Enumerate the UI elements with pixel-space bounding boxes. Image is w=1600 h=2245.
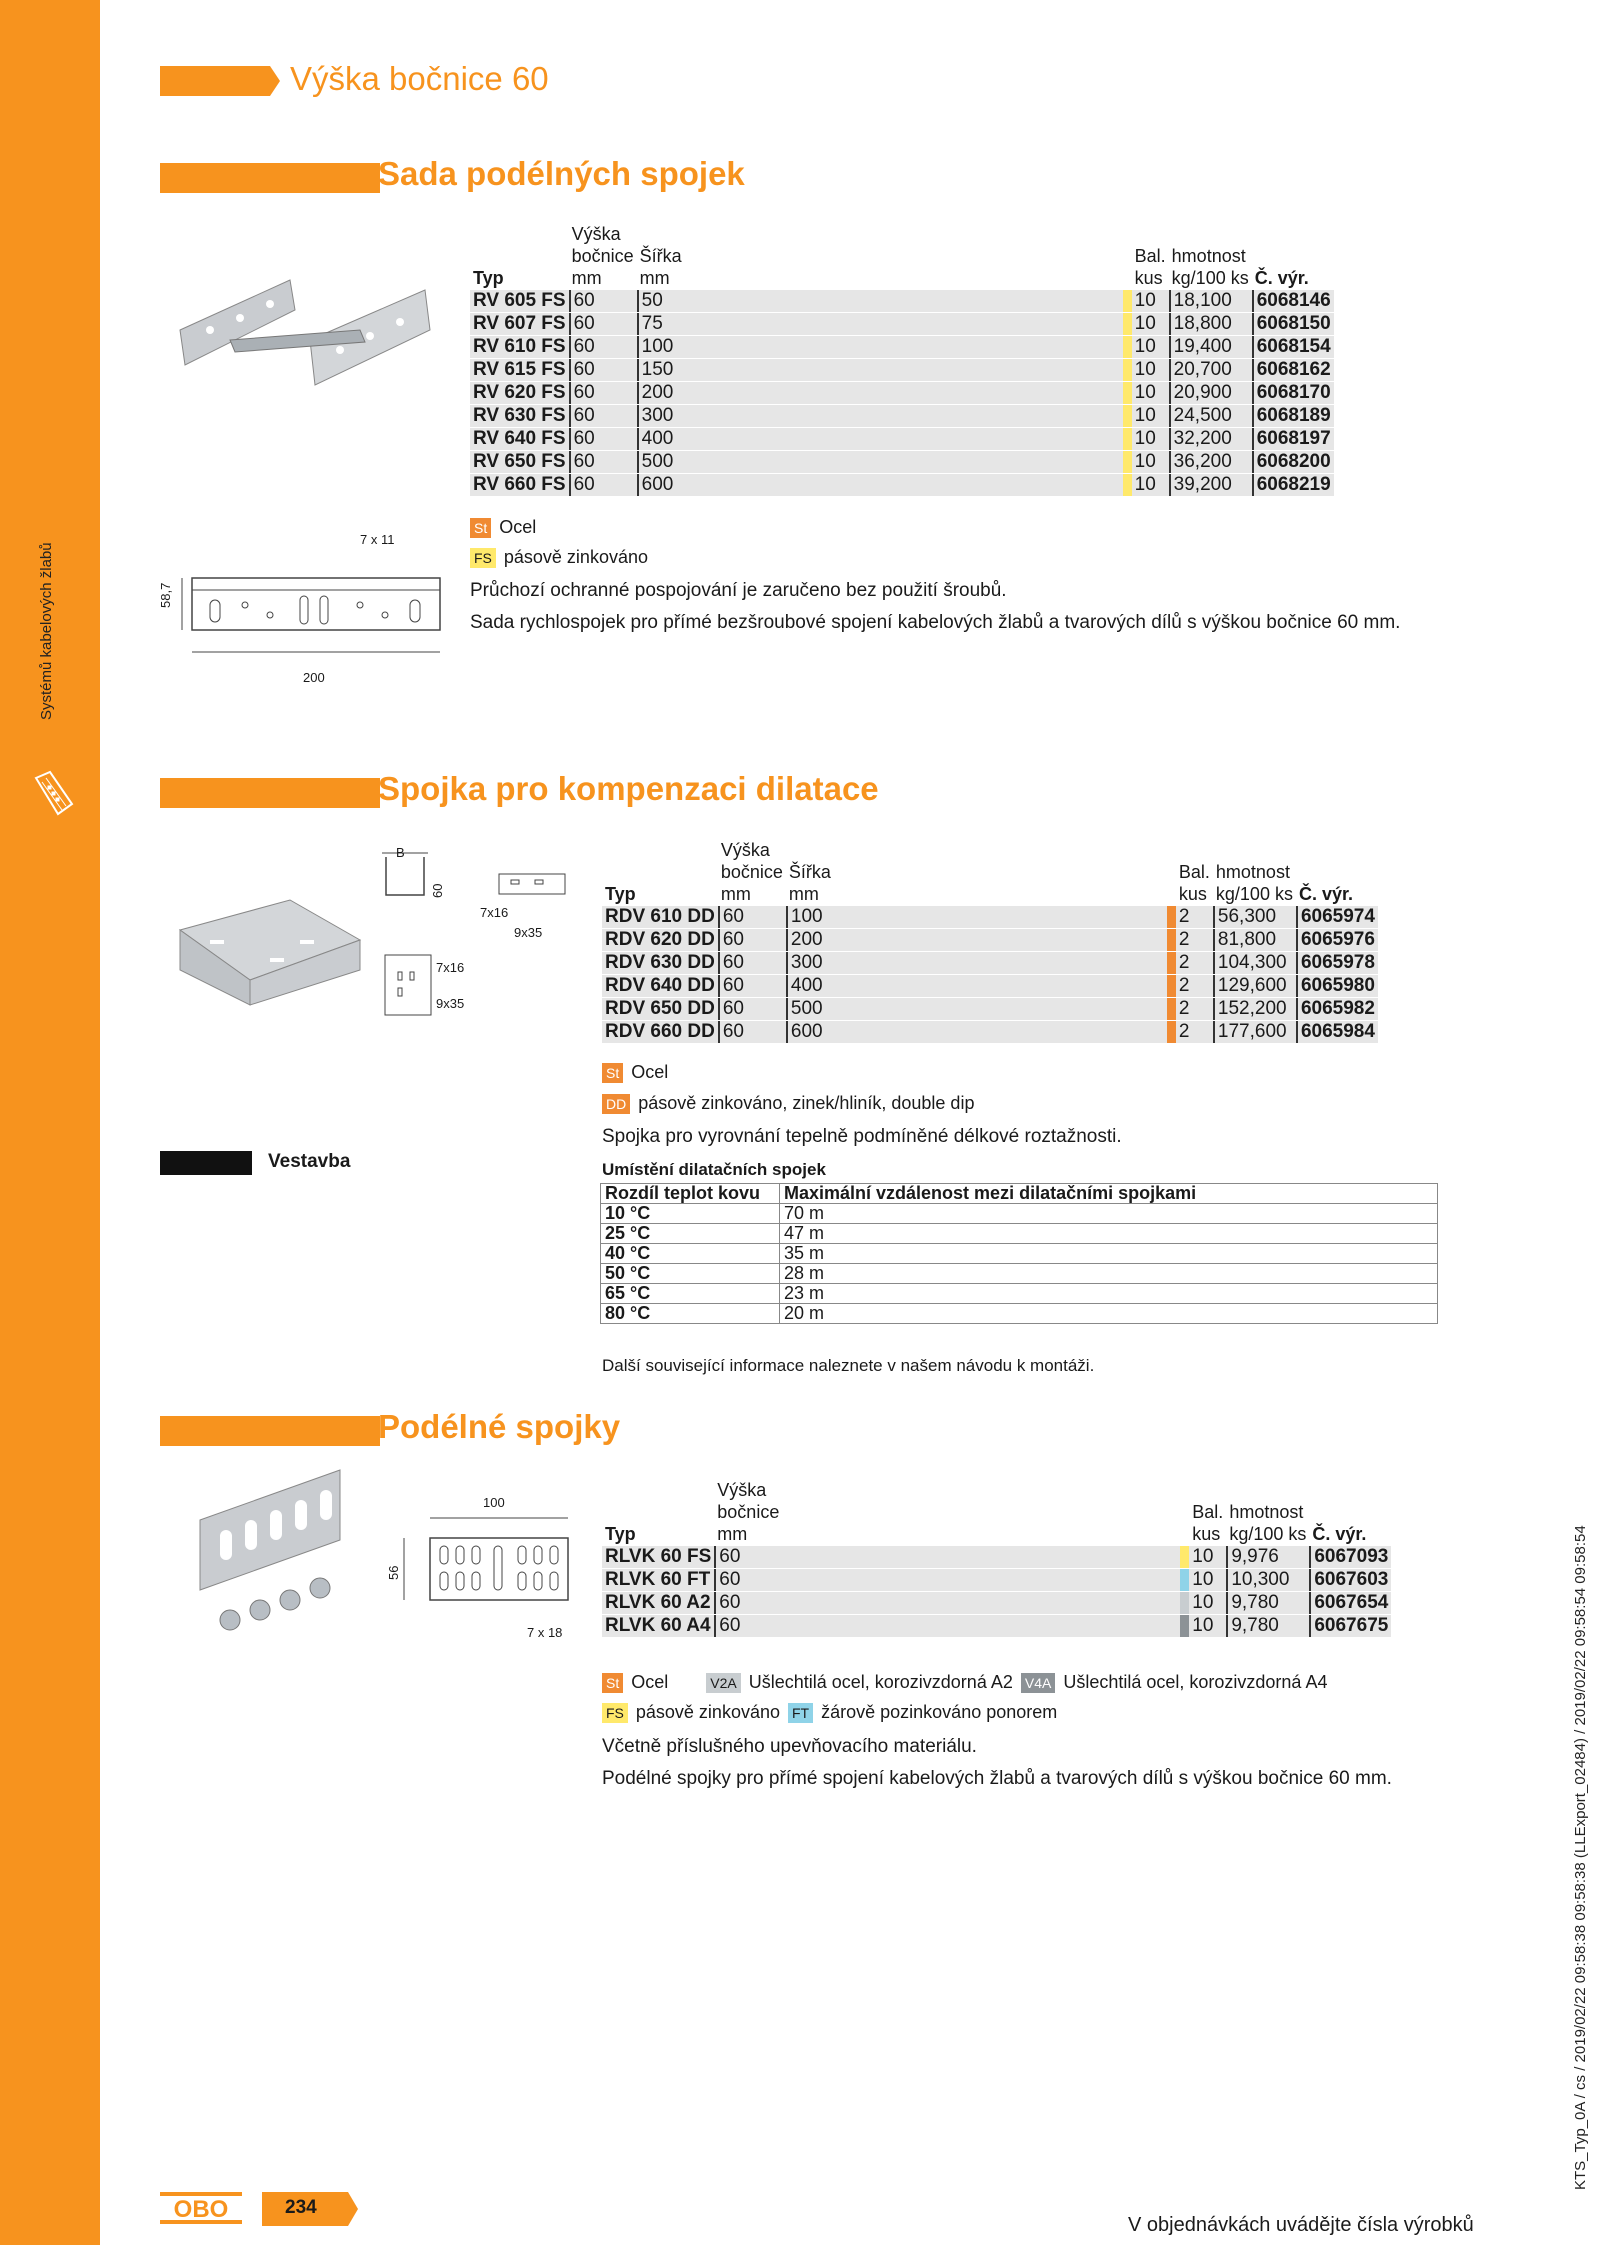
- cell-article: 6065982: [1296, 998, 1378, 1020]
- cell-height: 60: [718, 952, 786, 974]
- material-marker: [1123, 382, 1132, 404]
- side-strip-drawing: [495, 870, 570, 900]
- dilatation-note: Další související informace naleznete v našem návodu k montáži.: [602, 1356, 1095, 1375]
- connector-drawing: [170, 560, 450, 670]
- page-title: Výška bočnice 60: [290, 60, 549, 97]
- table-row: [601, 1244, 1438, 1264]
- section-bar: [160, 1416, 380, 1446]
- cell-height: 60: [714, 1615, 1180, 1637]
- cell-width: 150: [637, 359, 1123, 381]
- note-expansion: Spojka pro vyrovnání tepelně podmíněné délkové roztažnosti.: [602, 1126, 1122, 1147]
- header-arrow-icon: [160, 66, 280, 96]
- col-pack: Bal. kus: [1134, 246, 1166, 288]
- material-marker: [1123, 290, 1132, 312]
- table-row: [602, 1021, 1378, 1043]
- cell-article: 6068146: [1252, 290, 1334, 312]
- cell-width: 600: [786, 1021, 1167, 1043]
- cell-pack: 2: [1176, 998, 1213, 1020]
- cell-width: 400: [786, 975, 1167, 997]
- cell-typ: RV 620 FS: [470, 382, 569, 404]
- cell-weight: 9,780: [1226, 1615, 1309, 1637]
- cell-temperature: 50 °C: [601, 1264, 780, 1284]
- cell-typ: RLVK 60 A4: [602, 1615, 714, 1637]
- cell-typ: RV 650 FS: [470, 451, 569, 473]
- material-row-2: [602, 1702, 1057, 1723]
- cell-article: 6067093: [1309, 1546, 1391, 1568]
- col-weight: hmotnost kg/100 ks: [1171, 246, 1249, 288]
- col-typ: Typ: [473, 268, 504, 288]
- table-row: [602, 952, 1378, 974]
- cell-weight: 20,700: [1169, 359, 1252, 381]
- cell-typ: RDV 620 DD: [602, 929, 718, 951]
- material-st-label: Ocel: [499, 517, 537, 537]
- vestavba-label: Vestavba: [268, 1151, 351, 1172]
- splice-plate-image: [170, 1460, 350, 1660]
- col-height: Výška bočnice mm: [717, 1480, 780, 1544]
- cell-width: 600: [637, 474, 1123, 496]
- cable-tray-icon: [32, 770, 76, 818]
- material-dd-row: [602, 1093, 974, 1114]
- material-fs-label: pásově zinkováno: [503, 547, 648, 567]
- cell-weight: 18,800: [1169, 313, 1252, 335]
- section-bar: [160, 163, 380, 193]
- col-width: Šířka mm: [788, 862, 831, 904]
- cell-width: 300: [637, 405, 1123, 427]
- col-article: Č. výr.: [1312, 1524, 1367, 1544]
- cell-typ: RDV 660 DD: [602, 1021, 718, 1043]
- cell-article: 6065974: [1296, 906, 1378, 928]
- cell-width: 100: [637, 336, 1123, 358]
- material-marker: [1167, 952, 1176, 974]
- material-marker: [1167, 975, 1176, 997]
- cell-typ: RDV 630 DD: [602, 952, 718, 974]
- expansion-connector-image: [170, 880, 370, 1010]
- col-article: Č. výr.: [1254, 268, 1309, 288]
- dim-width-label: 200: [303, 670, 325, 685]
- cell-typ: RLVK 60 A2: [602, 1592, 714, 1614]
- table-row: [602, 1592, 1391, 1614]
- cell-width: 300: [786, 952, 1167, 974]
- cell-temperature: 40 °C: [601, 1244, 780, 1264]
- cell-height: 60: [569, 290, 637, 312]
- material-fs-row: [470, 547, 648, 568]
- cell-article: 6065978: [1296, 952, 1378, 974]
- cell-typ: RLVK 60 FT: [602, 1569, 714, 1591]
- table-row: [602, 1546, 1391, 1568]
- cell-weight: 177,600: [1213, 1021, 1296, 1043]
- cell-pack: 10: [1189, 1615, 1226, 1637]
- cell-temperature: 65 °C: [601, 1284, 780, 1304]
- sidebar: [0, 0, 100, 2245]
- dim-plate-height: 56: [386, 1565, 401, 1580]
- dilatation-table: [600, 1183, 1438, 1324]
- table-row: [470, 428, 1334, 450]
- cell-pack: 10: [1132, 474, 1169, 496]
- material-marker: [1123, 359, 1132, 381]
- cell-typ: RDV 640 DD: [602, 975, 718, 997]
- cell-weight: 129,600: [1213, 975, 1296, 997]
- cell-distance: 28 m: [780, 1264, 1438, 1284]
- vestavba-bar: [160, 1151, 252, 1175]
- cell-weight: 39,200: [1169, 474, 1252, 496]
- cell-distance: 70 m: [780, 1204, 1438, 1224]
- cell-pack: 2: [1176, 929, 1213, 951]
- cell-article: 6067603: [1309, 1569, 1391, 1591]
- cell-pack: 2: [1176, 975, 1213, 997]
- cell-pack: 10: [1132, 428, 1169, 450]
- material-marker: [1123, 405, 1132, 427]
- material-row-1: [602, 1672, 1327, 1693]
- col-height: Výška bočnice mm: [720, 840, 783, 904]
- cell-pack: 10: [1132, 336, 1169, 358]
- st-badge: St: [602, 1673, 623, 1693]
- material-fs-label: pásově zinkováno: [635, 1702, 780, 1722]
- cell-weight: 10,300: [1226, 1569, 1309, 1591]
- material-dd-label: pásově zinkováno, zinek/hliník, double dip: [638, 1093, 975, 1113]
- material-marker: [1167, 929, 1176, 951]
- cell-height: 60: [569, 382, 637, 404]
- cell-article: 6068154: [1252, 336, 1334, 358]
- cell-height: 60: [718, 906, 786, 928]
- col-width: Šířka mm: [639, 246, 682, 288]
- cell-weight: 20,900: [1169, 382, 1252, 404]
- cell-temperature: 25 °C: [601, 1224, 780, 1244]
- dil-head-left: Rozdíl teplot kovu: [601, 1184, 780, 1204]
- cell-width: 200: [786, 929, 1167, 951]
- cell-distance: 23 m: [780, 1284, 1438, 1304]
- table-row: [470, 359, 1334, 381]
- material-marker: [1180, 1569, 1189, 1591]
- product-table-1: [470, 222, 1334, 497]
- cell-article: 6068197: [1252, 428, 1334, 450]
- cell-pack: 10: [1189, 1569, 1226, 1591]
- v2a-badge: V2A: [706, 1673, 740, 1693]
- dd-badge: DD: [602, 1094, 630, 1114]
- dim-h-label: 60: [430, 883, 445, 898]
- dil-head-right: Maximální vzdálenost mezi dilatačními spojkami: [780, 1184, 1438, 1204]
- cell-typ: RV 615 FS: [470, 359, 569, 381]
- dim-b2-label: 9x35: [514, 925, 543, 940]
- table-row: [470, 313, 1334, 335]
- table-row: [470, 290, 1334, 312]
- cell-article: 6067654: [1309, 1592, 1391, 1614]
- cell-height: 60: [569, 428, 637, 450]
- section-title-3: Podélné spojky: [378, 1408, 621, 1445]
- dim-a-label: 7x16: [480, 905, 509, 920]
- cell-article: 6068219: [1252, 474, 1334, 496]
- cell-height: 60: [718, 929, 786, 951]
- cell-pack: 10: [1132, 451, 1169, 473]
- cell-distance: 35 m: [780, 1244, 1438, 1264]
- col-typ: Typ: [605, 884, 636, 904]
- cell-pack: 2: [1176, 906, 1213, 928]
- side-panel-drawing: [380, 950, 440, 1020]
- col-article: Č. výr.: [1298, 884, 1353, 904]
- fs-badge: FS: [470, 548, 496, 568]
- cell-height: 60: [718, 975, 786, 997]
- cell-height: 60: [714, 1569, 1180, 1591]
- cell-height: 60: [569, 451, 637, 473]
- cell-width: 500: [637, 451, 1123, 473]
- material-st-row: [602, 1062, 668, 1083]
- material-v4a-label: Ušlechtilá ocel, korozivzdorná A4: [1063, 1672, 1328, 1692]
- cell-height: 60: [714, 1546, 1180, 1568]
- cell-weight: 81,800: [1213, 929, 1296, 951]
- table-row: [602, 975, 1378, 997]
- cell-typ: RDV 650 DD: [602, 998, 718, 1020]
- note-2: Sada rychlospojek pro přímé bezšroubové spojení kabelových žlabů a tvarových dílů s výškou bočnice 60 mm.: [470, 612, 1401, 633]
- obo-logo: [160, 2192, 242, 2224]
- cell-height: 60: [569, 336, 637, 358]
- cell-weight: 18,100: [1169, 290, 1252, 312]
- note-splice: Podélné spojky pro přímé spojení kabelových žlabů a tvarových dílů s výškou bočnice 60 mm.: [602, 1768, 1392, 1789]
- dim-b-label: B: [396, 845, 405, 860]
- material-st-row: [470, 517, 536, 538]
- cell-pack: 10: [1132, 359, 1169, 381]
- cell-article: 6068170: [1252, 382, 1334, 404]
- cell-height: 60: [569, 405, 637, 427]
- profile-drawing: [380, 845, 460, 905]
- product-table-2: [602, 838, 1378, 1044]
- cell-width: 75: [637, 313, 1123, 335]
- cell-pack: 2: [1176, 1021, 1213, 1043]
- material-marker: [1180, 1592, 1189, 1614]
- cell-pack: 10: [1189, 1546, 1226, 1568]
- cell-typ: RV 607 FS: [470, 313, 569, 335]
- material-ft-label: žárově pozinkováno ponorem: [821, 1702, 1058, 1722]
- material-marker: [1123, 313, 1132, 335]
- cell-weight: 32,200: [1169, 428, 1252, 450]
- table-row: [470, 474, 1334, 496]
- material-v2a-label: Ušlechtilá ocel, korozivzdorná A2: [748, 1672, 1013, 1692]
- cell-typ: RLVK 60 FS: [602, 1546, 714, 1568]
- cell-width: 200: [637, 382, 1123, 404]
- cell-width: 400: [637, 428, 1123, 450]
- cell-article: 6065984: [1296, 1021, 1378, 1043]
- section-bar: [160, 778, 380, 808]
- cell-width: 100: [786, 906, 1167, 928]
- cell-temperature: 80 °C: [601, 1304, 780, 1324]
- material-marker: [1123, 428, 1132, 450]
- dim-plate-width: 100: [483, 1495, 505, 1510]
- cell-article: 6068189: [1252, 405, 1334, 427]
- table-row: [470, 336, 1334, 358]
- cell-height: 60: [569, 359, 637, 381]
- table-row: [602, 1569, 1391, 1591]
- cell-typ: RV 610 FS: [470, 336, 569, 358]
- cell-distance: 47 m: [780, 1224, 1438, 1244]
- cell-typ: RDV 610 DD: [602, 906, 718, 928]
- material-st-label: Ocel: [631, 1062, 669, 1082]
- product-table-3: [602, 1478, 1391, 1638]
- cell-weight: 19,400: [1169, 336, 1252, 358]
- col-pack: Bal. kus: [1192, 1502, 1224, 1544]
- cell-weight: 9,780: [1226, 1592, 1309, 1614]
- material-marker: [1167, 906, 1176, 928]
- material-marker: [1180, 1546, 1189, 1568]
- section-title-1: Sada podélných spojek: [378, 155, 745, 192]
- cell-temperature: 10 °C: [601, 1204, 780, 1224]
- svg-text:OBO: OBO: [173, 2196, 229, 2223]
- table-row: [601, 1264, 1438, 1284]
- cell-article: 6068200: [1252, 451, 1334, 473]
- cell-pack: 2: [1176, 952, 1213, 974]
- cell-typ: RV 660 FS: [470, 474, 569, 496]
- col-weight: hmotnost kg/100 ks: [1229, 1502, 1307, 1544]
- cell-article: 6065980: [1296, 975, 1378, 997]
- col-weight: hmotnost kg/100 ks: [1215, 862, 1293, 904]
- st-badge: St: [470, 518, 491, 538]
- dilatation-heading: Umístění dilatačních spojek: [602, 1160, 826, 1179]
- cell-article: 6068150: [1252, 313, 1334, 335]
- dim-height-label: 58,7: [158, 582, 173, 608]
- st-badge: St: [602, 1063, 623, 1083]
- cell-typ: RV 605 FS: [470, 290, 569, 312]
- cell-height: 60: [714, 1592, 1180, 1614]
- cell-pack: 10: [1132, 405, 1169, 427]
- cell-pack: 10: [1189, 1592, 1226, 1614]
- ft-badge: FT: [788, 1703, 813, 1723]
- table-row: [602, 998, 1378, 1020]
- material-marker: [1123, 474, 1132, 496]
- col-pack: Bal. kus: [1178, 862, 1210, 904]
- splice-plate-drawing: [390, 1510, 580, 1620]
- table-row: [601, 1304, 1438, 1324]
- dim-c-label: 7x16: [436, 960, 465, 975]
- cell-weight: 36,200: [1169, 451, 1252, 473]
- cell-weight: 24,500: [1169, 405, 1252, 427]
- material-marker: [1123, 451, 1132, 473]
- table-row: [602, 906, 1378, 928]
- note-material: Včetně příslušného upevňovacího materiálu.: [602, 1736, 977, 1757]
- print-stamp: KTS_Typ_0A / cs / 2019/02/22 09:58:38 09:58:38 (LLExport_02484) / 2019/02/22 09:58:54 09:58:54: [1572, 1525, 1589, 2190]
- table-row: [602, 1615, 1391, 1637]
- note-1: Průchozí ochranné pospojování je zaručeno bez použití šroubů.: [470, 580, 1007, 601]
- cell-weight: 152,200: [1213, 998, 1296, 1020]
- material-marker: [1167, 1021, 1176, 1043]
- cell-article: 6065976: [1296, 929, 1378, 951]
- page-number: 234: [285, 2197, 317, 2218]
- footer-note: V objednávkách uvádějte čísla výrobků: [1128, 2214, 1474, 2236]
- table-row: [601, 1224, 1438, 1244]
- table-row: [470, 405, 1334, 427]
- v4a-badge: V4A: [1021, 1673, 1055, 1693]
- table-row: [470, 382, 1334, 404]
- material-st-label: Ocel: [631, 1672, 669, 1692]
- section-title-2: Spojka pro kompenzaci dilatace: [378, 770, 879, 807]
- cell-weight: 104,300: [1213, 952, 1296, 974]
- table-row: [470, 451, 1334, 473]
- cell-width: 500: [786, 998, 1167, 1020]
- dim-hole-label: 7 x 11: [360, 532, 395, 547]
- col-height: Výška bočnice mm: [571, 224, 634, 288]
- cell-height: 60: [569, 474, 637, 496]
- cell-typ: RV 630 FS: [470, 405, 569, 427]
- cell-typ: RV 640 FS: [470, 428, 569, 450]
- fs-badge: FS: [602, 1703, 628, 1723]
- cell-distance: 20 m: [780, 1304, 1438, 1324]
- longitudinal-connector-set-image: [170, 270, 440, 420]
- cell-pack: 10: [1132, 382, 1169, 404]
- material-marker: [1167, 998, 1176, 1020]
- col-typ: Typ: [605, 1524, 636, 1544]
- material-marker: [1123, 336, 1132, 358]
- table-row: [601, 1284, 1438, 1304]
- cell-height: 60: [718, 998, 786, 1020]
- table-row: [601, 1204, 1438, 1224]
- cell-article: 6067675: [1309, 1615, 1391, 1637]
- dim-d-label: 9x35: [436, 996, 465, 1011]
- sidebar-label: Systémů kabelových žlabů: [38, 542, 55, 720]
- cell-width: 50: [637, 290, 1123, 312]
- cell-height: 60: [569, 313, 637, 335]
- cell-weight: 56,300: [1213, 906, 1296, 928]
- table-row: [602, 929, 1378, 951]
- dim-plate-hole: 7 x 18: [527, 1625, 563, 1640]
- cell-pack: 10: [1132, 313, 1169, 335]
- cell-weight: 9,976: [1226, 1546, 1309, 1568]
- cell-height: 60: [718, 1021, 786, 1043]
- material-marker: [1180, 1615, 1189, 1637]
- cell-article: 6068162: [1252, 359, 1334, 381]
- cell-pack: 10: [1132, 290, 1169, 312]
